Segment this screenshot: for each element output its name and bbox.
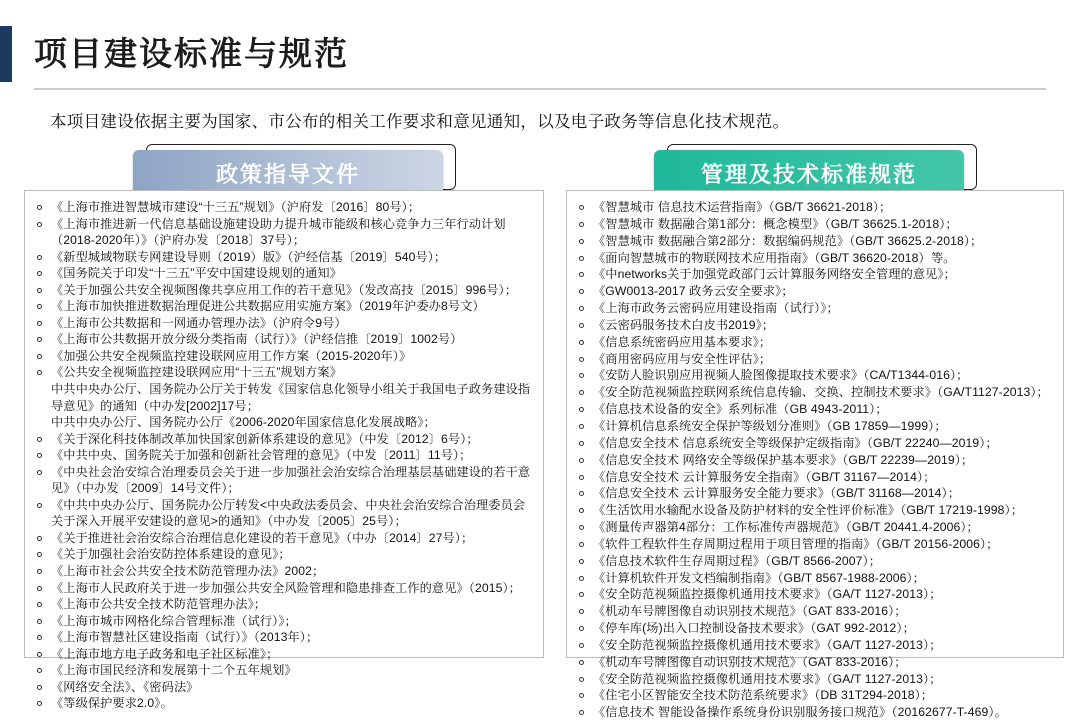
list-item: 《信息系统密码应用基本要求》； xyxy=(573,334,1055,351)
list-item: 《国务院关于印发“十三五”平安中国建设规划的通知》 xyxy=(31,265,535,282)
list-item: 《上海市加快推进数据治理促进公共数据应用实施方案》（2019年沪委办8号文） xyxy=(31,298,535,315)
list-item: 《住宅小区智能安全技术防范系统要求》（DB 31T294-2018）； xyxy=(573,687,1055,704)
list-item: 《停车库(场)出入口控制设备技术要求》（GAT 992-2012）； xyxy=(573,620,1055,637)
list-item: 《机动车号牌图像自动识别技术规范》（GAT 833-2016）； xyxy=(573,603,1055,620)
list-item: 《智慧城市 信息技术运营指南》（GB/T 36621-2018）； xyxy=(573,199,1055,216)
list-item: 《计算机信息系统安全保护等级划分准则》（GB 17859—1999）； xyxy=(573,418,1055,435)
list-item: 《安全防范视频监控摄像机通用技术要求》（GA/T 1127-2013）； xyxy=(573,671,1055,688)
list-item: 《面向智慧城市的物联网技术应用指南》（GB/T 36620-2018）等。 xyxy=(573,250,1055,267)
list-item: 《中共中央办公厅、国务院办公厅转发<中央政法委员会、中央社会治安综合治理委员会关于深入开展平安建设的意见>的通知》（中办发〔2005〕25号）； xyxy=(31,497,535,530)
list-item: 《上海市智慧社区建设指南（试行）》（2013年）； xyxy=(31,629,535,646)
list-item: 《公共安全视频监控建设联网应用“十三五”规划方案》 xyxy=(31,364,535,381)
list-item: 《机动车号牌图像自动识别技术规范》（GAT 833-2016）； xyxy=(573,654,1055,671)
list-item: 《软件工程软件生存周期过程用于项目管理的指南》（GB/T 20156-2006）； xyxy=(573,536,1055,553)
list-item: 《中networks关于加强党政部门云计算服务网络安全管理的意见》； xyxy=(573,266,1055,283)
list-item: 《中央社会治安综合治理委员会关于进一步加强社会治安综合治理基层基础建设的若干意见》（中办发〔2009〕14号文件）； xyxy=(31,464,535,497)
list-item: 《上海市公共数据开放分级分类指南（试行）》（沪经信推〔2019〕1002号） xyxy=(31,331,535,348)
list-item: 《安全防范视频监控摄像机通用技术要求》（GA/T 1127-2013）； xyxy=(573,586,1055,603)
page-title: 项目建设标准与规范 xyxy=(34,35,349,72)
list-item: 《关于加强公共安全视频图像共享应用工作的若干意见》（发改高技〔2015〕996号）； xyxy=(31,282,535,299)
policy-document-list xyxy=(31,199,535,712)
list-item: 《信息技术设备的安全》系列标准（GB 4943-2011）； xyxy=(573,401,1055,418)
list-item: 《安全防范视频监控摄像机通用技术要求》（GA/T 1127-2013）； xyxy=(573,637,1055,654)
list-item: 《云密码服务技术白皮书2019》； xyxy=(573,317,1055,334)
list-item: 《信息安全技术 云计算服务安全能力要求》（GB/T 31168—2014）； xyxy=(573,485,1055,502)
list-item: 《信息安全技术 网络安全等级保护基本要求》（GB/T 22239—2019）； xyxy=(573,452,1055,469)
list-item: 《智慧城市 数据融合第2部分：数据编码规范》（GB/T 36625.2-2018）； xyxy=(573,233,1055,250)
list-item: 中共中央办公厅、国务院办公厅《2006-2020年国家信息化发展战略》； xyxy=(51,415,436,430)
list-item: 《上海市人民政府关于进一步加强公共安全风险管理和隐患排查工作的意见》（2015）； xyxy=(31,580,535,597)
list-item: 《上海市国民经济和发展第十二个五年规划》 xyxy=(31,662,535,679)
policy-header-pill: 政策指导文件 xyxy=(133,150,443,196)
list-item: 《生活饮用水输配水设备及防护材料的安全性评价标准》（GB/T 17219-1998）； xyxy=(573,502,1055,519)
title-accent-bar xyxy=(0,26,12,82)
list-item: 《中共中央、国务院关于加强和创新社会管理的意见》（中发〔2011〕11号）； xyxy=(31,447,535,464)
standards-panel xyxy=(566,190,1064,720)
list-item: 《加强公共安全视频监控建设联网应用工作方案（2015-2020年）》 xyxy=(31,348,535,365)
slide-subtitle: 本项目建设依据主要为国家、市公布的相关工作要求和意见通知，以及电子政务等信息化技术规范。 xyxy=(50,113,790,131)
list-item: 《关于推进社会治安综合治理信息化建设的若干意见》（中办〔2014〕27号）； xyxy=(31,530,535,547)
list-item: 《信息技术 智能设备操作系统身份识别服务接口规范》（20162677-T-469）。 xyxy=(573,704,1055,721)
list-item: 《关于深化科技体制改革加快国家创新体系建设的意见》（中发〔2012〕6号）； xyxy=(31,431,535,448)
list-item: 《上海市地方电子政务和电子社区标准》； xyxy=(31,646,535,663)
standards-header-pill: 管理及技术标准规范 xyxy=(654,150,964,196)
standards-list xyxy=(573,199,1055,721)
list-item: 《计算机软件开发文档编制指南》（GB/T 8567-1988-2006）； xyxy=(573,570,1055,587)
list-item: 《关于加强社会治安防控体系建设的意见》； xyxy=(31,546,535,563)
list-item: 中共中央办公厅、国务院办公厅关于转发《国家信息化领导小组关于我国电子政务建设指导意见》的通知（中办发[2002]17号； xyxy=(51,382,531,413)
list-item: 《测量传声器第4部分：工作标准传声器规范》（GB/T 20441.4-2006）； xyxy=(573,519,1055,536)
list-item: 《上海市推进新一代信息基础设施建设助力提升城市能级和核心竞争力三年行动计划（2018-2020年）》（沪府办发〔2018〕37号）； xyxy=(31,216,535,249)
list-item: 《上海市公共安全技术防范管理办法》； xyxy=(31,596,535,613)
list-item: 《新型城域物联专网建设导则（2019）版》（沪经信基〔2019〕540号）； xyxy=(31,249,535,266)
list-item: 《智慧城市 数据融合第1部分：概念模型》（GB/T 36625.1-2018）； xyxy=(573,216,1055,233)
list-item: 《上海市政务云密码应用建设指南（试行）》； xyxy=(573,300,1055,317)
list-item: 《网络安全法》、《密码法》 xyxy=(31,679,535,696)
list-item: 《安防人脸识别应用视频人脸图像提取技术要求》（CA/T1344-016）； xyxy=(573,367,1055,384)
list-item: 《商用密码应用与安全性评估》； xyxy=(573,351,1055,368)
list-item: 《信息技术软件生存周期过程》（GB/T 8566-2007）； xyxy=(573,553,1055,570)
list-item: 《上海市社会公共安全技术防范管理办法》2002； xyxy=(31,563,535,580)
policy-documents-panel xyxy=(24,190,544,711)
list-item: 《安全防范视频监控联网系统信息传输、交换、控制技术要求》（GA/T1127-2013）； xyxy=(573,384,1055,401)
title-divider xyxy=(34,88,1046,90)
list-item: 《信息安全技术 信息系统安全等级保护定级指南》（GB/T 22240—2019）； xyxy=(573,435,1055,452)
list-item: 《上海市公共数据和一网通办管理办法》（沪府令9号） xyxy=(31,315,535,332)
list-item: 《信息安全技术 云计算服务安全指南》（GB/T 31167—2014）； xyxy=(573,469,1055,486)
list-item: 《等级保护要求2.0》。 xyxy=(31,695,535,712)
list-item: 《GW0013-2017 政务云安全要求》； xyxy=(573,283,1055,300)
list-item: 《上海市城市网格化综合管理标准（试行）》； xyxy=(31,613,535,630)
list-item: 《上海市推进智慧城市建设“十三五”规划》（沪府发〔2016〕80号）； xyxy=(31,199,535,216)
